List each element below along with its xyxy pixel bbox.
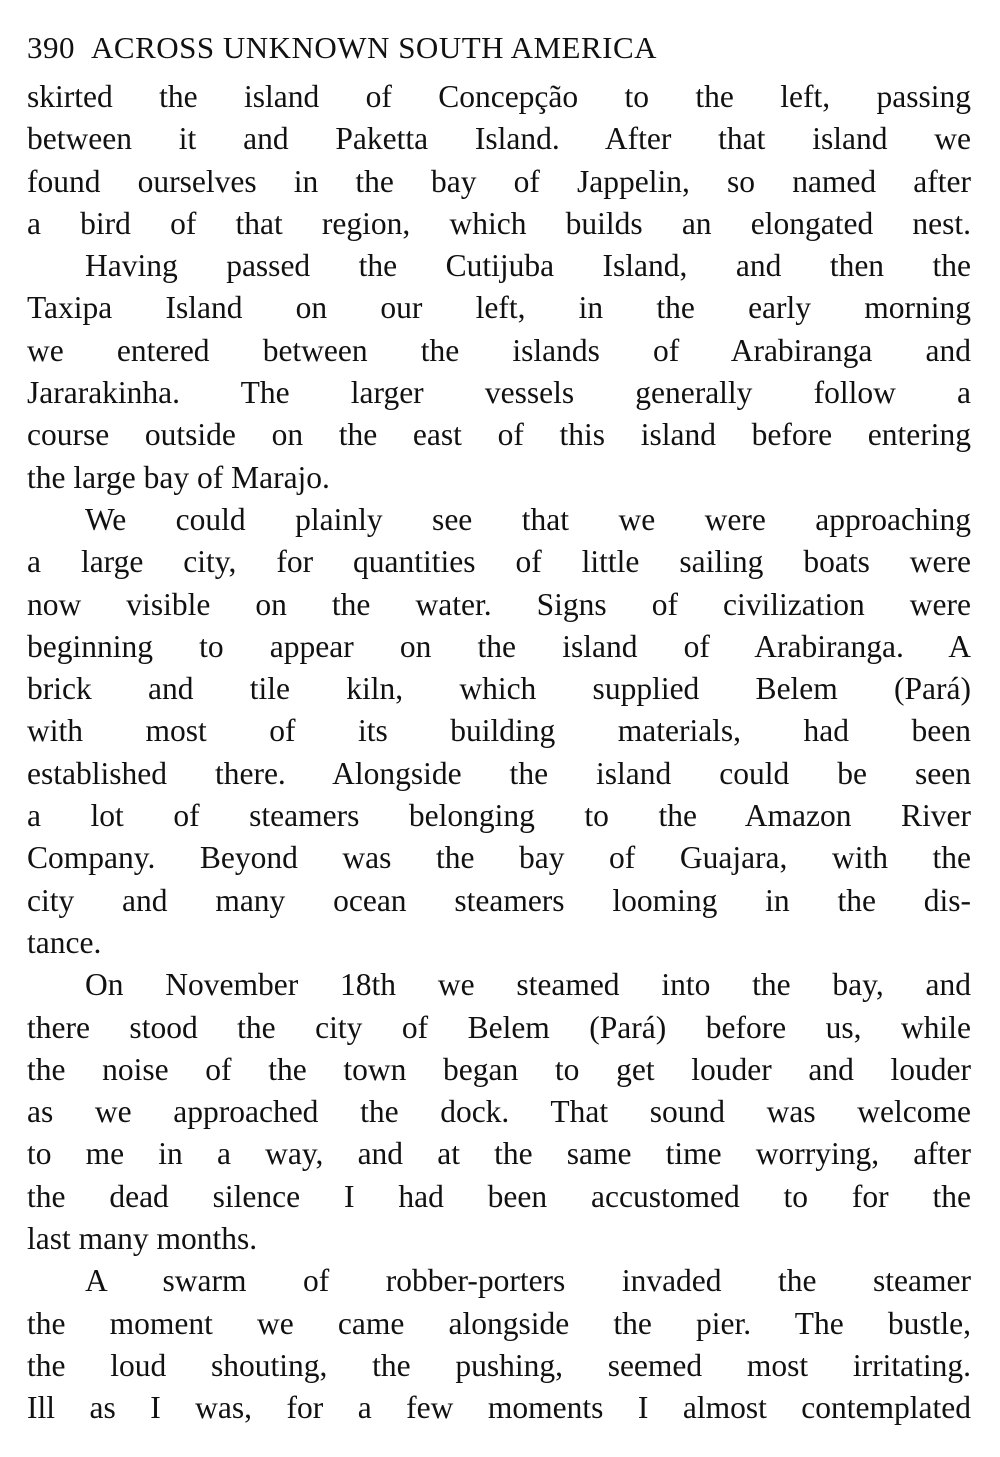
paragraph-2 bbox=[27, 245, 971, 499]
text-line: Having passed the Cutijuba Island, and then the bbox=[85, 248, 971, 284]
text-line: the large bay of Marajo. bbox=[27, 459, 330, 495]
text-line: On November 18th we steamed into the bay, and bbox=[85, 967, 971, 1003]
body-text bbox=[27, 76, 971, 1430]
text-line: city and many ocean steamers looming in the dis- bbox=[27, 882, 971, 918]
text-line: a large city, for quantities of little sailing boats were bbox=[27, 544, 971, 580]
text-line: the noise of the town began to get louder and louder bbox=[27, 1051, 971, 1087]
text-line: to me in a way, and at the same time worrying, after bbox=[27, 1136, 971, 1172]
text-line: last many months. bbox=[27, 1221, 258, 1257]
text-line: skirted the island of Concepção to the left, passing bbox=[27, 79, 971, 114]
paragraph-1 bbox=[27, 76, 971, 245]
text-line: Taxipa Island on our left, in the early morning bbox=[27, 290, 971, 326]
text-line: Jararakinha. The larger vessels generally follow a bbox=[27, 375, 971, 411]
text-line: the dead silence I had been accustomed to for the bbox=[27, 1178, 971, 1214]
text-line: A swarm of robber-porters invaded the steamer bbox=[85, 1263, 971, 1299]
text-line: We could plainly see that we were approaching bbox=[85, 501, 971, 537]
text-line: the moment we came alongside the pier. The bustle, bbox=[27, 1305, 971, 1341]
text-line: course outside on the east of this island before entering bbox=[27, 417, 971, 453]
text-line: beginning to appear on the island of Arabiranga. A bbox=[27, 628, 971, 664]
text-line: as we approached the dock. That sound was welcome bbox=[27, 1094, 971, 1130]
text-line: found ourselves in the bay of Jappelin, so named after bbox=[27, 163, 971, 199]
text-line: we entered between the islands of Arabiranga and bbox=[27, 332, 971, 368]
running-title: ACROSS UNKNOWN SOUTH AMERICA bbox=[91, 30, 658, 65]
text-line: tance. bbox=[27, 924, 102, 960]
text-line: Company. Beyond was the bay of Guajara, with the bbox=[27, 840, 971, 876]
paragraph-5 bbox=[27, 1260, 971, 1429]
text-line: now visible on the water. Signs of civilization were bbox=[27, 586, 971, 622]
page-number: 390 bbox=[27, 30, 75, 65]
book-page bbox=[27, 28, 971, 1430]
text-line: established there. Alongside the island could be seen bbox=[27, 755, 971, 791]
running-head bbox=[27, 28, 971, 68]
text-line: with most of its building materials, had been bbox=[27, 713, 971, 749]
text-line: brick and tile kiln, which supplied Belem (Pará) bbox=[27, 671, 971, 707]
paragraph-3 bbox=[27, 499, 971, 964]
text-line: there stood the city of Belem (Pará) before us, while bbox=[27, 1009, 971, 1045]
text-line: a bird of that region, which builds an elongated nest. bbox=[27, 205, 971, 241]
text-line: a lot of steamers belonging to the Amazon River bbox=[27, 798, 971, 834]
text-line: Ill as I was, for a few moments I almost contemplated bbox=[27, 1390, 971, 1426]
text-line: between it and Paketta Island. After that island we bbox=[27, 121, 971, 157]
paragraph-4 bbox=[27, 964, 971, 1260]
text-line: the loud shouting, the pushing, seemed most irritating. bbox=[27, 1347, 971, 1383]
